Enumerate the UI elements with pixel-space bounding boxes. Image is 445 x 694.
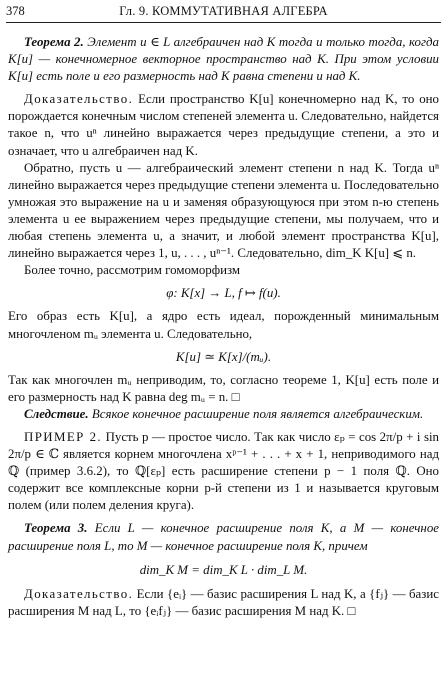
proof-2-label: Доказательство. xyxy=(24,586,134,601)
page-header xyxy=(6,2,441,24)
paragraph-image: Его образ есть K[u], а ядро есть идеал, порожденный минимальным многочленом mᵤ элемента u. Следовательно, xyxy=(8,309,439,341)
theorem-2 xyxy=(8,34,439,85)
page-number: 378 xyxy=(6,4,25,18)
theorem-2-label: Теорема 2. xyxy=(24,35,84,49)
proof-2 xyxy=(8,586,439,620)
example-2-text: Пусть p — простое число. Так как число εₚ = cos 2π/p + i sin 2π/p ∈ ℂ является корнем многочлена xᵖ⁻¹ + . . . + x + 1, неприводимого над ℚ (пример 3.6.2), то ℚ[εₚ] есть расширение степени p − 1 поля ℚ. Оно содержит все комплексные корни p-й степени из 1 и называется круговым полем (или полем деления круга). xyxy=(8,429,439,513)
page-body xyxy=(8,34,439,620)
example-2-label: ПРИМЕР 2. xyxy=(24,429,103,444)
theorem-3-text: Если L — конечное расширение поля K, а M — конечное расширение поля L, то M — конечное расширение поля K, причем xyxy=(8,521,439,553)
proof-1-text: Если пространство K[u] конечномерно над K, то оно порождается конечным числом степеней элемента u. Следовательно, найдется такое n, что uⁿ линейно выражается через предыдущие степени, а это и означает, что u алгебраичен над K. xyxy=(8,92,439,158)
formula-dimension: dim_K M = dim_K L · dim_L M. xyxy=(139,562,308,577)
paragraph-irreducible: Так как многочлен mᵤ неприводим, то, согласно теореме 1, K[u] есть поле и его размерность над K равна deg mᵤ = n. □ xyxy=(8,372,439,404)
proof-1-label: Доказательство. xyxy=(24,92,134,107)
theorem-2-text: Элемент u ∈ L алгебраичен над K тогда и только тогда, когда K[u] — конечномерное векторное пространство над K. При этом условии K[u] есть поле и его размерность над K равна степени u над K. xyxy=(8,35,439,84)
corollary-text: Всякое конечное расширение поля является алгебраическим. xyxy=(91,406,424,421)
example-2 xyxy=(8,429,439,514)
header-rule xyxy=(6,22,441,23)
proof-2-text: Если {eᵢ} — базис расширения L над K, а {fⱼ} — базис расширения M над L, то {eᵢfⱼ} — базис расширения M над K. □ xyxy=(8,586,439,618)
running-title: Гл. 9. КОММУТАТИВНАЯ АЛГЕБРА xyxy=(119,4,328,18)
proof-1 xyxy=(8,91,439,159)
theorem-3-label: Теорема 3. xyxy=(24,521,88,536)
formula-homomorphism: φ: K[x] → L, f ↦ f(u). xyxy=(166,286,281,301)
paragraph-precise: Более точно, рассмотрим гомоморфизм xyxy=(24,263,241,278)
paragraph-converse: Обратно, пусть u — алгебраический элемент степени n над K. Тогда uⁿ линейно выражается через предыдущие степени элемента u. Последовательно умножая это выражение на u и заменяя образующуюся при этом n-ю степень элемента u ее выражением через предыдущие степени, мы получаем, что и любая степень элемента u, а значит, и любой элемент пространства K[u], линейно выражается через 1, u, . . . , uⁿ⁻¹. Следовательно, dim_K K[u] ⩽ n. xyxy=(8,160,439,261)
corollary xyxy=(8,406,439,423)
theorem-3 xyxy=(8,520,439,554)
formula-isomorphism: K[u] ≃ K[x]/(mᵤ). xyxy=(175,349,272,364)
corollary-label: Следствие. xyxy=(24,406,89,421)
